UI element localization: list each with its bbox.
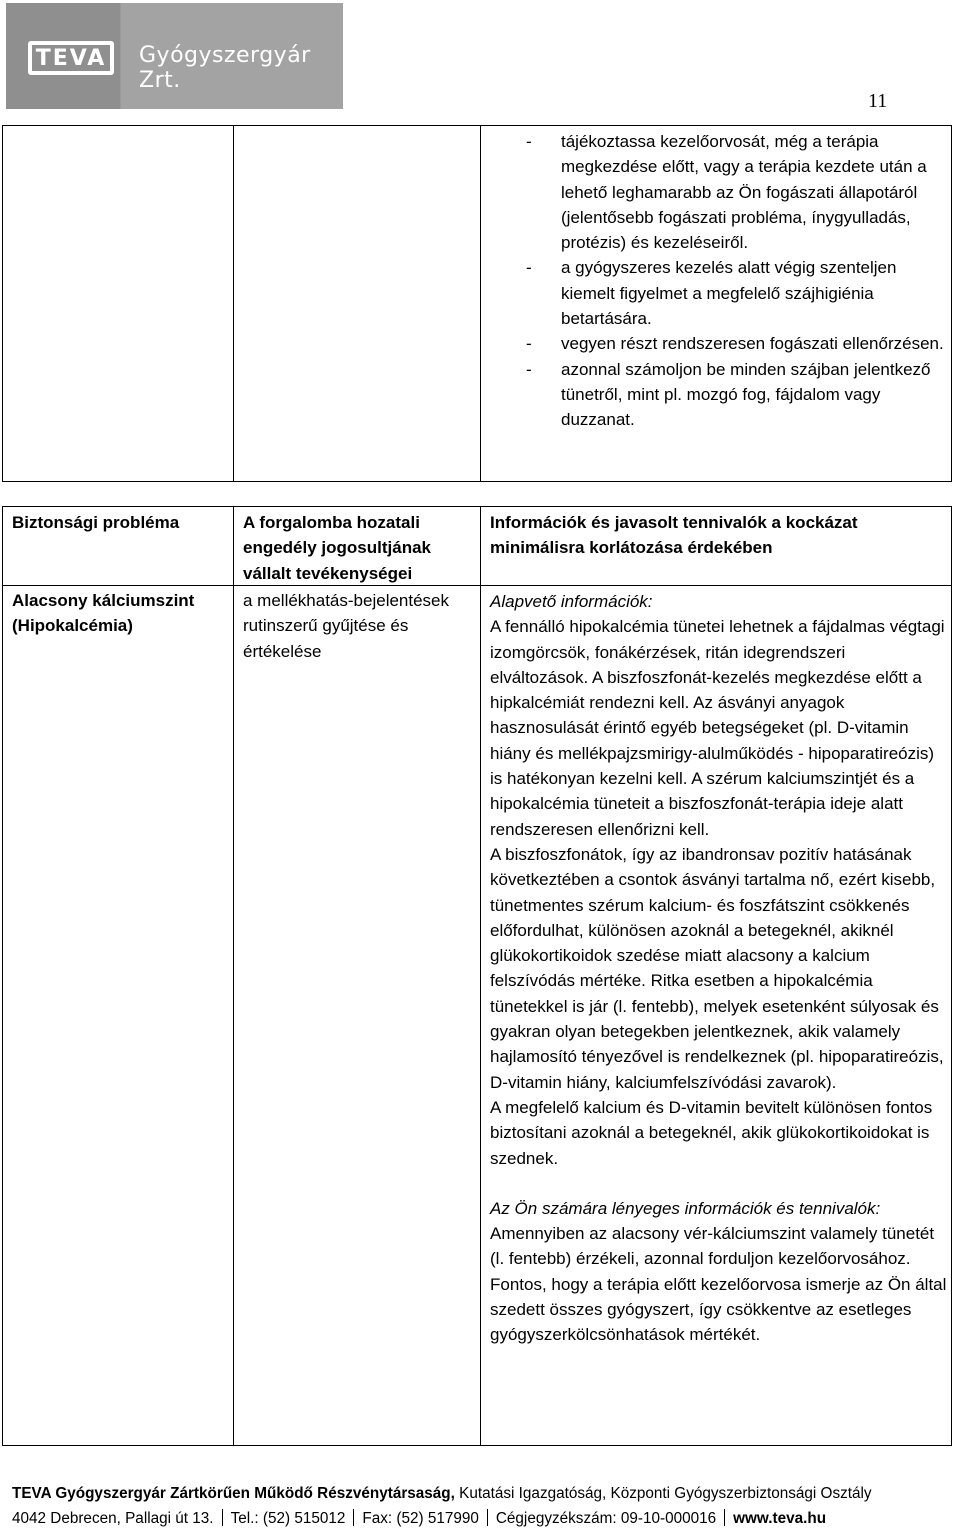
basic-info-paragraph: A biszfoszfonátok, így az ibandronsav pozitív hatásának következtében a csontok ásványi tartalma nő, ezért kisebb, tünetmentes szérum kalcium- és foszfátszint csökkenés előfordulhat, különösen azoknál a betegeknél, akiknél glükokortikoidok szedése miatt alacsony a kalcium felszívódás mértéke. Ritka esetben a hipokalcémia tünetekkel is jár (l. fentebb), melyek esetenként súlyosak és gyakran olyan betegekben jelentkeznek, akik valamely hajlamosító tényezővel is rendelkeznek (pl. hipoparatireózis, D-vitamin hiány, kalciumfelszívódási zavarok). [490,844,944,1092]
column-divider [480,506,481,1445]
mah-activities-text: a mellékhatás-bejelentések rutinszerű gyűjtése és értékelése [243,591,450,661]
footer-contact-line [12,1506,872,1531]
safety-issue-hypocalcaemia: Alacsony kálciumszint (Hipokalcémia) [12,591,195,636]
dental-advice-list [526,129,946,433]
footer-registry: Cégjegyzékszám: 09-10-000016 [495,1510,717,1527]
footer-company-line [12,1481,872,1506]
footer-company-name: TEVA Gyógyszergyár Zártkörűen Működő Részvénytársaság, [12,1485,455,1502]
footer-fax: Fax: (52) 517990 [362,1510,479,1527]
table-border [2,481,952,482]
company-logo [6,3,343,109]
header-mah-activities: A forgalomba hozatali engedély jogosultjának vállalt tevékenységei [243,513,431,583]
footer-address: 4042 Debrecen, Pallagi út 13. [12,1510,214,1527]
basic-info-heading: Alapvető információk: [490,592,653,611]
table-border-top [2,506,952,507]
list-item: - vegyen részt rendszeresen fogászati ellenőrzésen. [526,331,946,356]
logo-company-name: Gyógyszergyár Zrt. [139,43,311,93]
risk-info-cell [490,589,948,1348]
column-divider [480,125,481,481]
footer-separator [724,1509,725,1526]
footer-separator [353,1509,354,1526]
column-divider [233,125,234,481]
top-block-cell [526,129,946,433]
table-border-top [2,125,952,126]
footer-department: Kutatási Igazgatóság, Központi Gyógyszerbiztonsági Osztály [454,1485,872,1502]
page-footer [12,1481,872,1531]
list-item: - tájékoztassa kezelőorvosát, még a terápia megkezdése előtt, vagy a terápia kezdete után a lehető leghamarabb az Ön fogászati állapotáról (jelentősebb fogászati probléma, ínygyulladás, protézis) és kezeléseiről. [526,129,946,255]
table-border-bottom [2,1445,952,1446]
header-row-divider [2,585,952,586]
list-item: - a gyógyszeres kezelés alatt végig szenteljen kiemelt figyelmet a megfelelő szájhigiénia betartására. [526,255,946,331]
page-number: 11 [868,90,888,112]
paragraph-spacer [490,1171,948,1196]
footer-separator [487,1509,488,1526]
list-item: - azonnal számoljon be minden szájban jelentkező tünetről, mint pl. mozgó fog, fájdalom vagy duzzanat. [526,357,946,433]
header-risk-minimisation: Információk és javasolt tennivalók a kockázat minimálisra korlátozása érdekében [490,513,858,558]
header-safety-issue: Biztonsági probléma [12,513,180,532]
basic-info-paragraph: A megfelelő kalcium és D-vitamin bevitelt különösen fontos biztosítani azoknál a betegeknél, akik glükokortikoidokat is szednek. [490,1097,933,1168]
basic-info-paragraph: A fennálló hipokalcémia tünetei lehetnek a fájdalmas végtagi izomgörcsök, fonákérzések, ritán idegrendszeri elváltozások. A biszfoszfonát-kezelés megkezdése előtt a hipkalcémiát rendezni kell. Az ásványi anyagok hasznosulását érintő egyéb betegségeket (pl. D-vitamin hiány és mellékpajzsmirigy-alulműködés - hipoparatireózis) is hatékonyan kezelni kell. A szérum kalciumszintjét és a hipokalcémia tüneteit a biszfoszfonát-terápia ideje alatt rendszeresen ellenőrizni kell. [490,617,945,839]
column-divider [233,506,234,1445]
patient-info-heading: Az Ön számára lényeges információk és tennivalók: [490,1198,881,1218]
patient-info-text: Amennyiben az alacsony vér-kálciumszint valamely tünetét (l. fentebb) érzékeli, azonnal forduljon kezelőorvosához. Fontos, hogy a terápia előtt kezelőorvosa ismerje az Ön által szedett összes gyógyszert, így csökkentve az esetleges gyógyszerkölcsönhatások mértékét. [490,1224,947,1345]
teva-logo-mark: TEVA [28,41,114,75]
footer-website-link[interactable]: www.teva.hu [733,1510,827,1527]
footer-separator [222,1509,223,1526]
footer-phone: Tel.: (52) 515012 [230,1510,346,1527]
